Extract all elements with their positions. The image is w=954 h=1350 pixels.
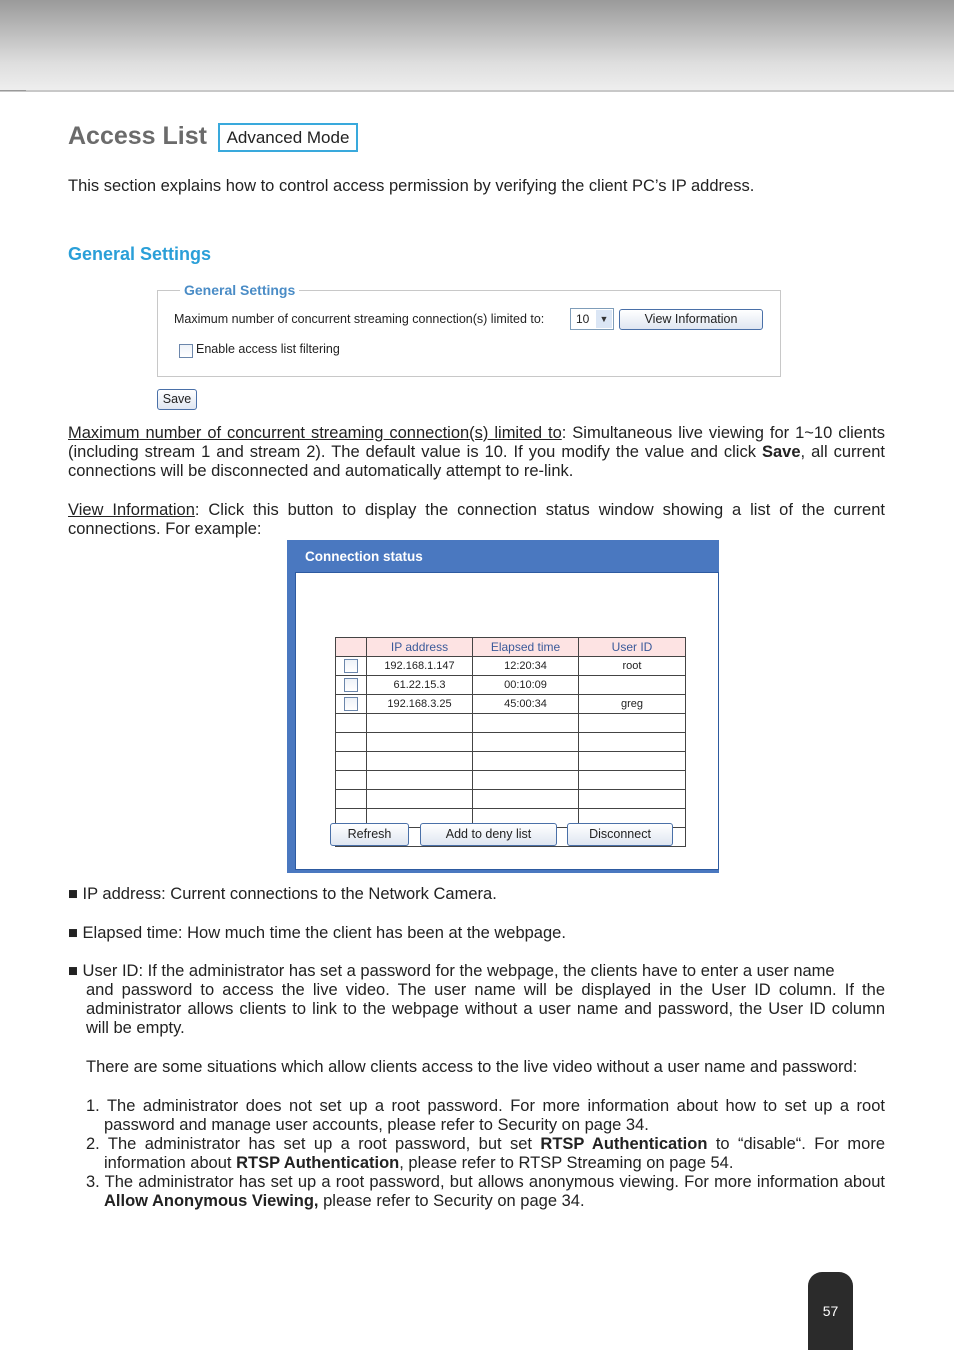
situation-item-1: [86, 1097, 885, 1135]
row-select-cell[interactable]: [336, 695, 367, 714]
situation-item-2: [86, 1135, 885, 1173]
ip-cell: 192.168.3.25: [367, 695, 473, 714]
max-connections-link[interactable]: Maximum number of concurrent streaming connection(s) limited to: [68, 424, 562, 442]
row-select-cell[interactable]: [336, 676, 367, 695]
select-column-header: [336, 638, 367, 657]
item-text: 1. The administrator does not set up a root password. For more information about how to set up a root password and manage user accounts, please refer to Security on page 34.: [86, 1097, 885, 1134]
page-title: Access List: [68, 122, 207, 150]
desc-text: : Click this button to display the connection status window showing a list of the current connections. For example:: [68, 501, 885, 538]
add-to-deny-list-button[interactable]: Add to deny list: [420, 823, 557, 846]
desc-bold: Save: [761, 443, 801, 461]
max-connections-description: [68, 424, 885, 481]
intro-text: This section explains how to control access permission by verifying the client PC’s IP address.: [68, 177, 755, 195]
item-text: to “disable“. For more information about: [104, 1135, 885, 1172]
advanced-mode-label: Advanced Mode: [220, 125, 356, 150]
column-header: Elapsed time: [473, 638, 579, 657]
empty-row: [336, 714, 686, 733]
header-band: [0, 0, 954, 92]
item-text: please refer to Security on page 34.: [318, 1192, 585, 1210]
table-row[interactable]: [336, 695, 686, 714]
row-checkbox[interactable]: [344, 697, 358, 711]
window-title: Connection status: [305, 549, 423, 564]
row-checkbox[interactable]: [344, 659, 358, 673]
enable-filtering-label: Enable access list filtering: [196, 342, 340, 356]
ip-cell: 61.22.15.3: [367, 676, 473, 695]
row-checkbox[interactable]: [344, 678, 358, 692]
refresh-button[interactable]: Refresh: [330, 823, 409, 846]
desc-text: , all current connections will be disconnected and automatically attempt to re-link.: [68, 443, 885, 480]
item-text: 3. The administrator has set up a root password, but allows anonymous viewing. For more information about: [86, 1173, 885, 1191]
item-text: , please refer to RTSP Streaming on page 54.: [399, 1154, 734, 1172]
advanced-mode-badge: [218, 123, 358, 152]
page-number: 57: [822, 1303, 839, 1319]
ip-cell: 192.168.1.147: [367, 657, 473, 676]
view-information-button[interactable]: View Information: [619, 309, 763, 330]
item-bold: RTSP Authentication: [236, 1154, 400, 1172]
table-row[interactable]: [336, 676, 686, 695]
view-information-link[interactable]: View Information: [68, 501, 195, 519]
user-cell: [579, 676, 686, 695]
enable-filtering-checkbox[interactable]: [179, 344, 193, 358]
disconnect-button[interactable]: Disconnect: [567, 823, 673, 846]
bullet-ip-address: ■ IP address: Current connections to the Network Camera.: [68, 885, 497, 903]
user-cell: root: [579, 657, 686, 676]
empty-row: [336, 752, 686, 771]
item-text: 2. The administrator has set up a root password, but set: [86, 1135, 541, 1153]
item-bold: Allow Anonymous Viewing,: [104, 1192, 319, 1210]
empty-row: [336, 790, 686, 809]
column-header: IP address: [367, 638, 473, 657]
table-header-row: [336, 638, 686, 657]
empty-row: [336, 771, 686, 790]
row-select-cell[interactable]: [336, 657, 367, 676]
general-settings-legend: General Settings: [180, 282, 299, 298]
max-connections-select[interactable]: [570, 308, 614, 330]
user-cell: greg: [579, 695, 686, 714]
chevron-down-icon: ▼: [596, 310, 612, 328]
save-button[interactable]: Save: [157, 389, 197, 410]
item-bold: RTSP Authentication: [540, 1135, 708, 1153]
bullet-user-id: ■ User ID: If the administrator has set a password for the webpage, the clients have to enter a user name: [68, 962, 835, 980]
max-connections-label: Maximum number of concurrent streaming connection(s) limited to:: [174, 312, 545, 326]
time-cell: 00:10:09: [473, 676, 579, 695]
desc-text: : Simultaneous live viewing for 1~10 clients (including stream 1 and stream 2). The default value is 10. If you modify the value and click: [68, 424, 885, 461]
general-settings-fieldset: [157, 290, 781, 377]
empty-row: [336, 733, 686, 752]
bullet-user-id-continued: and password to access the live video. The user name will be displayed in the User ID column. If the administrator allows clients to link to the webpage without a user name and password, the User ID column will be empty.: [86, 981, 885, 1037]
section-title: General Settings: [68, 244, 212, 264]
table-row[interactable]: [336, 657, 686, 676]
situations-intro: There are some situations which allow clients access to the live video without a user name and password:: [86, 1058, 858, 1076]
max-connections-value: 10: [576, 312, 590, 326]
view-information-description: [68, 501, 885, 539]
situation-item-3: [86, 1173, 885, 1211]
bullet-elapsed-time: ■ Elapsed time: How much time the client has been at the webpage.: [68, 924, 566, 942]
column-header: User ID: [579, 638, 686, 657]
time-cell: 45:00:34: [473, 695, 579, 714]
window-body: [295, 572, 719, 870]
connection-status-window: [287, 540, 719, 873]
header-rule: [0, 90, 26, 91]
time-cell: 12:20:34: [473, 657, 579, 676]
connection-table: [335, 637, 686, 847]
